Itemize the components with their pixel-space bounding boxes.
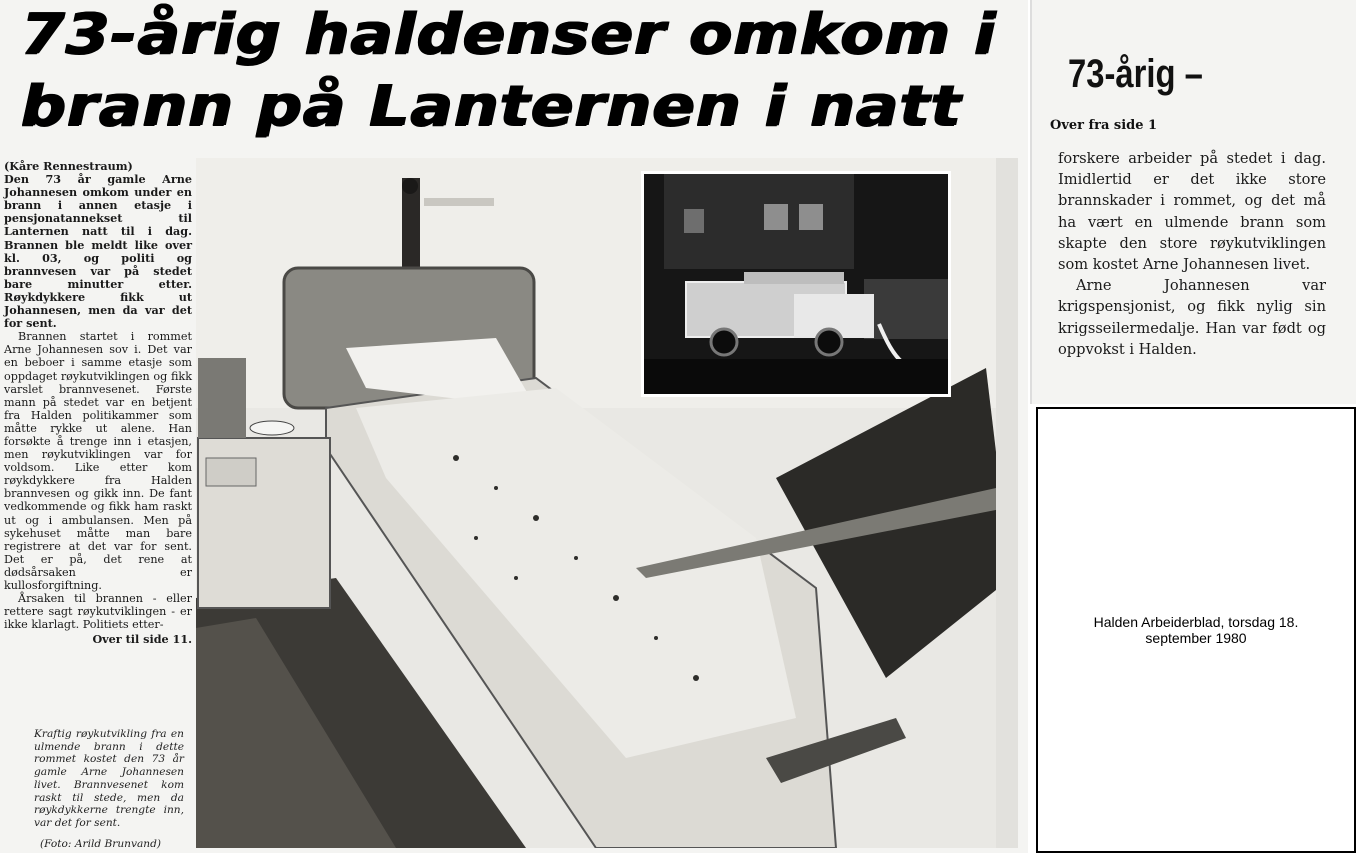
article-body-2: Årsaken til brannen - eller rettere sagt røykutviklingen - er ikke klarlagt. Politiets etter- — [4, 592, 192, 632]
photo-credit: (Foto: Arild Brunvand) — [40, 838, 162, 850]
headline-line-2: brann på Lanternen i natt — [20, 74, 961, 139]
continued-note: Over til side 11. — [92, 632, 192, 647]
cup — [250, 421, 294, 435]
continuation-paragraph-1: forskere arbeider på stedet i dag. Imidlertid er det ikke store brannskader i rommet, og det må ha vært en ulmende brann som skapte den store røykutviklingen som kostet Arne Johannesen livet. — [1058, 150, 1326, 274]
photo-caption: Kraftig røykutvikling fra en ulmende brann i dette rommet kostet den 73 år gamle Arne Johannesen livet. Brannvesenet kom raskt til stede, men da røykdykkerne trengte inn, var det for sent. — [34, 728, 184, 829]
continuation-title: 73-årig – — [1068, 52, 1203, 96]
continuation-text — [1058, 148, 1326, 360]
article-body-1: Brannen startet i rommet Arne Johannesen sov i. Det var en beboer i samme etasje som oppdaget røykutviklingen og fikk varslet brannvesenet. Første mann på stedet var en betjent fra Halden politikammer som måtte rykke ut alene. Han forsøkte å trenge inn i etasjen, men røykutviklingen var for voldsom. Like etter kom røykdykkere fra Halden brannvesen og gikk inn. De fant vedkommende og fikk ham raskt ut og i ambulansen. Men på sykehuset måtte man bare registrere at det var for sent. Det er på, det rene at dødsårsaken er kullosforgiftning. — [4, 330, 192, 592]
continuation-paragraph-2: Arne Johannesen var krigspensjonist, og fikk nylig sin krigsseilermedalje. Han var født og oppvokst i Halden. — [1058, 277, 1326, 358]
article-lead: Den 73 år gamle Arne Johannesen omkom under en brann i annen etasje i pensjonatannekset til Lanternen natt til i dag. Brannen ble meldt like over kl. 03, og politi og brannvesen var på stedet bare minutter etter. Røykdykkere fikk ut Johannesen, men da var det for sent. — [4, 172, 192, 331]
source-caption-box — [1036, 407, 1356, 853]
fire-truck-photo — [641, 171, 951, 397]
wall-shelf — [424, 198, 494, 206]
source-caption: Halden Arbeiderblad, torsdag 18. september 1980 — [1093, 614, 1299, 646]
radio — [198, 358, 246, 438]
continuation-from-page: Over fra side 1 — [1050, 118, 1158, 133]
byline: (Kåre Rennestraum) — [4, 159, 133, 173]
article-column — [4, 160, 192, 646]
headline-line-1: 73-årig haldenser omkom i — [20, 2, 996, 67]
